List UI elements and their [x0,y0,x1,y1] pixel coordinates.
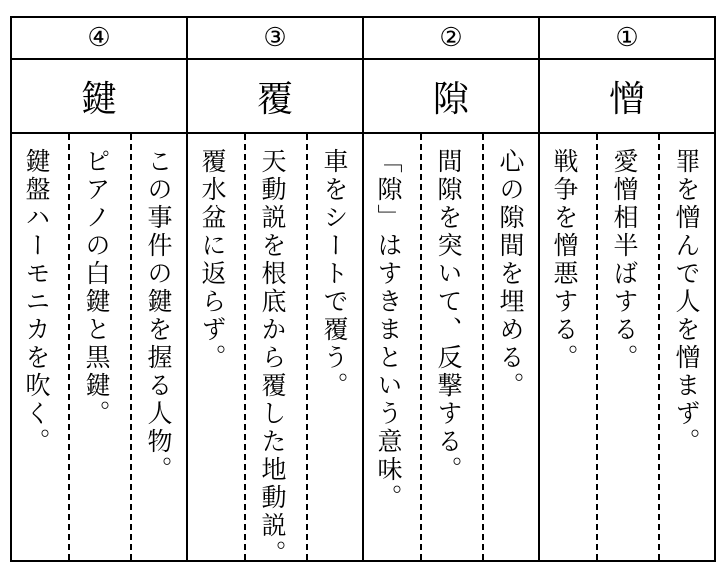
sentence-divider [68,134,70,560]
example-sentence: 「隙」はすきまという意味。 [374,148,403,512]
column-kanji: 隙 [432,78,469,120]
column-kanji: 憎 [608,78,645,120]
example-sentence: 戦争を憎悪する。 [550,148,579,372]
example-sentence: 愛憎相半ばする。 [610,148,639,372]
sentence-divider [244,134,246,560]
column-number: ④ [87,23,111,53]
example-sentence: 罪を憎んで人を憎まず。 [672,148,701,456]
example-sentence: 天動説を根底から覆した地動説。 [258,148,287,568]
example-sentence: 心の隙間を埋める。 [496,148,525,400]
sentence-divider [130,134,132,560]
sentence-divider [482,134,484,560]
kanji-worksheet [10,16,716,568]
example-sentence: 鍵盤ハーモニカを吹く。 [22,148,51,456]
sentence-divider [596,134,598,560]
example-sentence: ピアノの白鍵と黒鍵。 [82,148,111,428]
sentence-divider [306,134,308,560]
column-kanji: 鍵 [80,78,117,120]
example-sentence: 車をシートで覆う。 [320,148,349,400]
example-sentence: 間隙を突いて、反撃する。 [434,148,463,484]
column-number: ① [615,23,639,53]
sentence-divider [420,134,422,560]
sentence-divider [658,134,660,560]
example-sentence: 覆水盆に返らず。 [198,148,227,372]
column-kanji: 覆 [256,78,293,120]
column-number: ③ [263,23,287,53]
example-sentence: この事件の鍵を握る人物。 [144,148,173,484]
column-number: ② [439,23,463,53]
